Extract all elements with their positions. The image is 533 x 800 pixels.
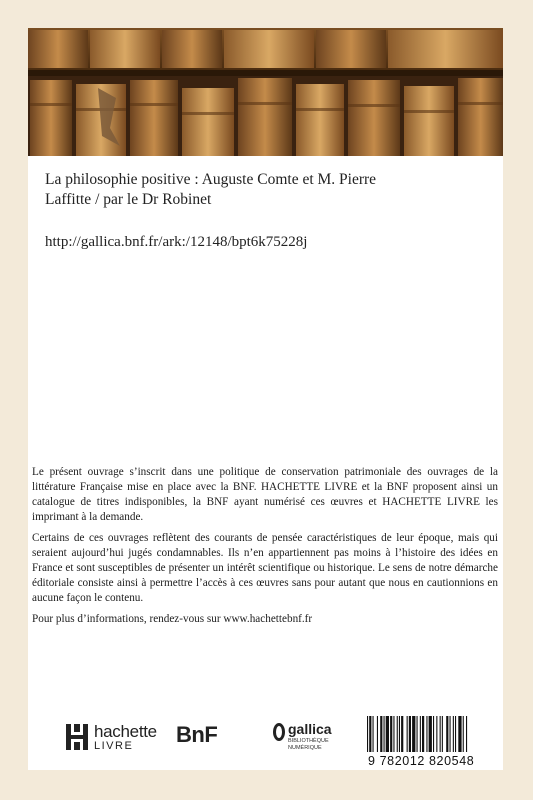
publisher-notice	[32, 465, 498, 633]
barcode-bar	[458, 716, 461, 752]
barcode-bar	[369, 716, 371, 752]
notice-paragraph-2: Certains de ces ouvrages reflètent des courants de pensée caractéristiques de leur époque, mais qui seraient aujourd’hui jugés condamnables. Ils n’en appartiennent pas moins à l’histoire des idées en France et sont susceptibles de présenter un intérêt scientifique ou historique. Le sens de notre démarche éditoriale consiste ainsi à permettre l’accès à ces œuvres sans pour autant que nous en cautionnions en aucune façon le contenu.	[32, 532, 498, 604]
hachette-livre-logo	[66, 720, 157, 754]
barcode-bar	[397, 716, 398, 752]
isbn-number: 9 782012 820548	[368, 754, 475, 768]
book-title-line-2: Laffitte / par le Dr Robinet	[45, 191, 212, 208]
bnf-logo	[176, 722, 217, 748]
books-photo-banner	[28, 28, 503, 156]
barcode-bar	[399, 716, 400, 752]
hachette-name: hachette	[94, 721, 157, 741]
barcode-bar	[453, 716, 454, 752]
gallica-word: gallica	[288, 721, 332, 737]
barcode-bar	[390, 716, 392, 752]
bnf-logo-text: BnF	[176, 722, 218, 747]
gallica-sub-1: BIBLIOTHÈQUE	[288, 738, 329, 744]
notice-paragraph-3: Pour plus d’informations, rendez-vous sur www.hachettebnf.fr	[32, 613, 313, 625]
hachette-h-icon	[66, 724, 88, 750]
barcode-bar	[450, 716, 451, 752]
book-back-cover	[28, 28, 503, 770]
gallica-icon	[272, 722, 286, 742]
barcode-bar	[380, 716, 382, 752]
barcode-bar	[422, 716, 424, 752]
barcode-bar	[420, 716, 421, 752]
book-title	[45, 170, 485, 210]
barcode-bar	[384, 716, 385, 752]
barcode-bar	[367, 716, 368, 752]
barcode-bar	[417, 716, 418, 752]
barcode-bar	[373, 716, 374, 752]
books-illustration	[28, 28, 503, 156]
barcode-bars	[363, 716, 501, 754]
notice-paragraph-1: Le présent ouvrage s’inscrit dans une politique de conservation patrimoniale des ouvrages de la littérature Française mise en place avec la BNF. HACHETTE LIVRE et la BNF proposent ainsi un catalogue de titres indisponibles, la BNF ayant numérisé ces œuvres et HACHETTE LIVRE les imprimant à la demande.	[32, 466, 498, 523]
barcode-bar	[407, 716, 408, 752]
barcode-bar	[442, 716, 443, 752]
barcode-bar	[436, 716, 437, 752]
barcode-bar	[429, 716, 432, 752]
gallica-url: http://gallica.bnf.fr/ark:/12148/bpt6k75228j	[45, 234, 308, 250]
gallica-logo	[272, 722, 332, 751]
footer-logos	[28, 716, 503, 770]
hachette-sub: LIVRE	[94, 739, 134, 752]
barcode-bar	[446, 716, 448, 752]
barcode-bar	[393, 716, 394, 752]
barcode-bar	[440, 716, 441, 752]
book-title-line-1: La philosophie positive : Auguste Comte et M. Pierre	[45, 171, 377, 188]
barcode-bar	[386, 716, 389, 752]
barcode-bar	[409, 716, 411, 752]
barcode-bar	[377, 716, 378, 752]
barcode-bar	[412, 716, 415, 752]
barcode-bar	[401, 716, 403, 752]
barcode-bar	[463, 716, 464, 752]
barcode-bar	[466, 716, 467, 752]
gallica-sub-2: NUMÉRIQUE	[288, 744, 322, 751]
barcode-bar	[455, 716, 456, 752]
barcode-bar	[426, 716, 427, 752]
barcode-bar	[433, 716, 434, 752]
